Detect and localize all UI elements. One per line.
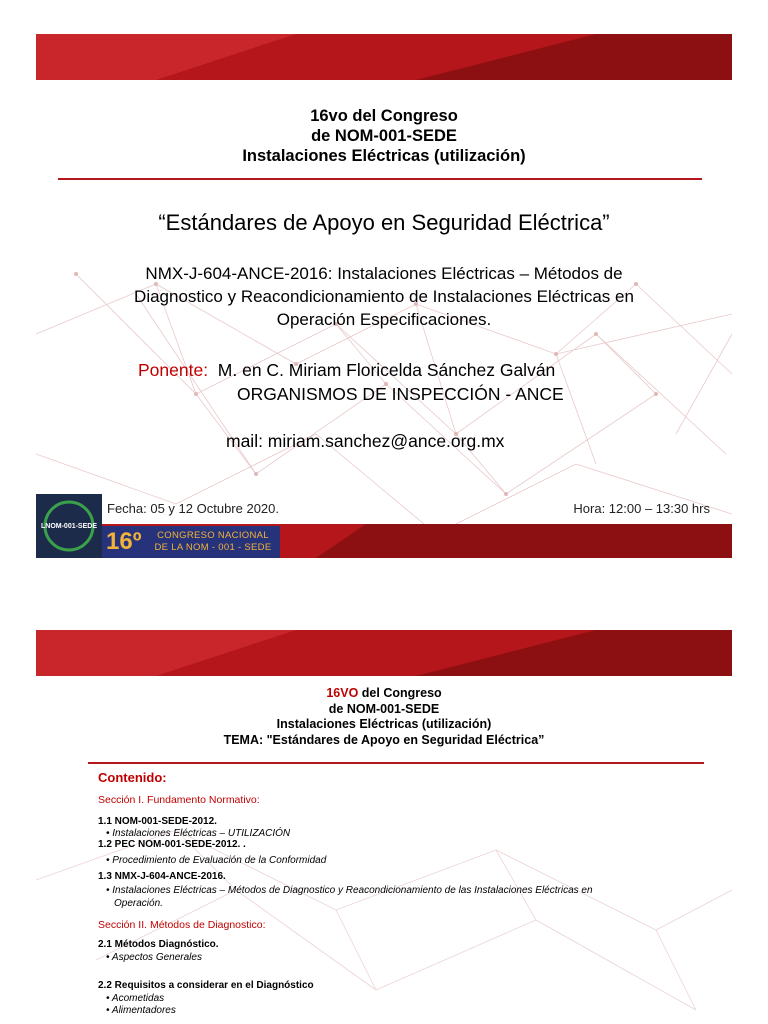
title-line: Instalaciones Eléctricas (utilización) bbox=[242, 147, 526, 165]
standard-line: NMX-J-604-ANCE-2016: Instalaciones Eléctricas – Métodos de bbox=[145, 264, 623, 283]
toc-subitem: • Instalaciones Eléctricas – Métodos de Diagnostico y Reacondicionamiento de las Instalaciones Eléctricas en bbox=[106, 885, 593, 896]
header-line bbox=[36, 686, 732, 702]
event-time: Hora: 12:00 – 13:30 hrs bbox=[573, 501, 710, 516]
standard-line: Operación Especificaciones. bbox=[276, 310, 492, 329]
toc-item: 1.3 NMX-J-604-ANCE-2016. bbox=[98, 871, 226, 882]
header-text: del Congreso bbox=[358, 686, 442, 700]
logo-line: CONGRESO NACIONAL bbox=[157, 530, 269, 541]
toc-subitem-continuation: Operación. bbox=[114, 898, 163, 909]
speaker-email: mail: miriam.sanchez@ance.org.mx bbox=[226, 431, 505, 451]
top-banner bbox=[36, 34, 732, 80]
standard-line: Diagnostico y Reacondicionamiento de Instalaciones Eléctricas en bbox=[134, 287, 634, 306]
toc-subitem: • Acometidas bbox=[106, 993, 165, 1004]
toc-subitem: • Instalaciones Eléctricas – UTILIZACIÓN bbox=[106, 828, 291, 839]
congress-logo-emblem bbox=[36, 494, 102, 558]
toc-item: 2.2 Requisitos a considerar en el Diagnóstico bbox=[98, 980, 314, 991]
header-line: TEMA: "Estándares de Apoyo en Seguridad Eléctrica” bbox=[223, 732, 545, 747]
standard-description bbox=[76, 262, 692, 331]
toc-subitem: • Procedimiento de Evaluación de la Conformidad bbox=[106, 855, 327, 866]
congress-title bbox=[36, 106, 732, 166]
speaker-organization: ORGANISMOS DE INSPECCIÓN - ANCE bbox=[237, 384, 564, 404]
edition-number: 16VO bbox=[326, 686, 359, 700]
title-line: de NOM-001-SEDE bbox=[311, 127, 457, 145]
event-date: Fecha: 05 y 12 Octubre 2020. bbox=[107, 501, 279, 516]
toc-subitem: • Alimentadores bbox=[106, 1005, 176, 1016]
logo-text bbox=[148, 530, 278, 554]
header-line: Instalaciones Eléctricas (utilización) bbox=[276, 717, 492, 731]
title-line: 16vo del Congreso bbox=[310, 107, 458, 125]
contents-header bbox=[36, 686, 732, 748]
section-2-heading: Sección II. Métodos de Diagnostico: bbox=[98, 919, 266, 931]
speaker-name: M. en C. Miriam Floricelda Sánchez Galván bbox=[217, 360, 556, 380]
speaker-line bbox=[138, 359, 555, 381]
svg-text:LNOM-001-SEDE: LNOM-001-SEDE bbox=[40, 523, 98, 530]
speaker-label: Ponente: bbox=[138, 360, 209, 380]
logo-line: DE LA NOM - 001 - SEDE bbox=[154, 542, 272, 553]
toc-item: 1.1 NOM-001-SEDE-2012. bbox=[98, 816, 217, 827]
top-banner bbox=[36, 630, 732, 676]
title-divider bbox=[88, 762, 704, 764]
title-divider bbox=[58, 178, 702, 180]
header-line: de NOM-001-SEDE bbox=[328, 701, 440, 716]
contents-slide bbox=[36, 630, 732, 1024]
toc-item: 1.2 PEC NOM-001-SEDE-2012. . bbox=[98, 839, 246, 850]
section-1-heading: Sección I. Fundamento Normativo: bbox=[98, 794, 260, 806]
talk-title: “Estándares de Apoyo en Seguridad Eléctrica” bbox=[158, 210, 610, 235]
contents-heading: Contenido: bbox=[98, 770, 167, 785]
logo-number: 16º bbox=[106, 528, 142, 555]
toc-subitem: • Aspectos Generales bbox=[106, 952, 202, 963]
toc-item: 2.1 Métodos Diagnóstico. bbox=[98, 939, 219, 950]
title-slide bbox=[36, 34, 732, 558]
